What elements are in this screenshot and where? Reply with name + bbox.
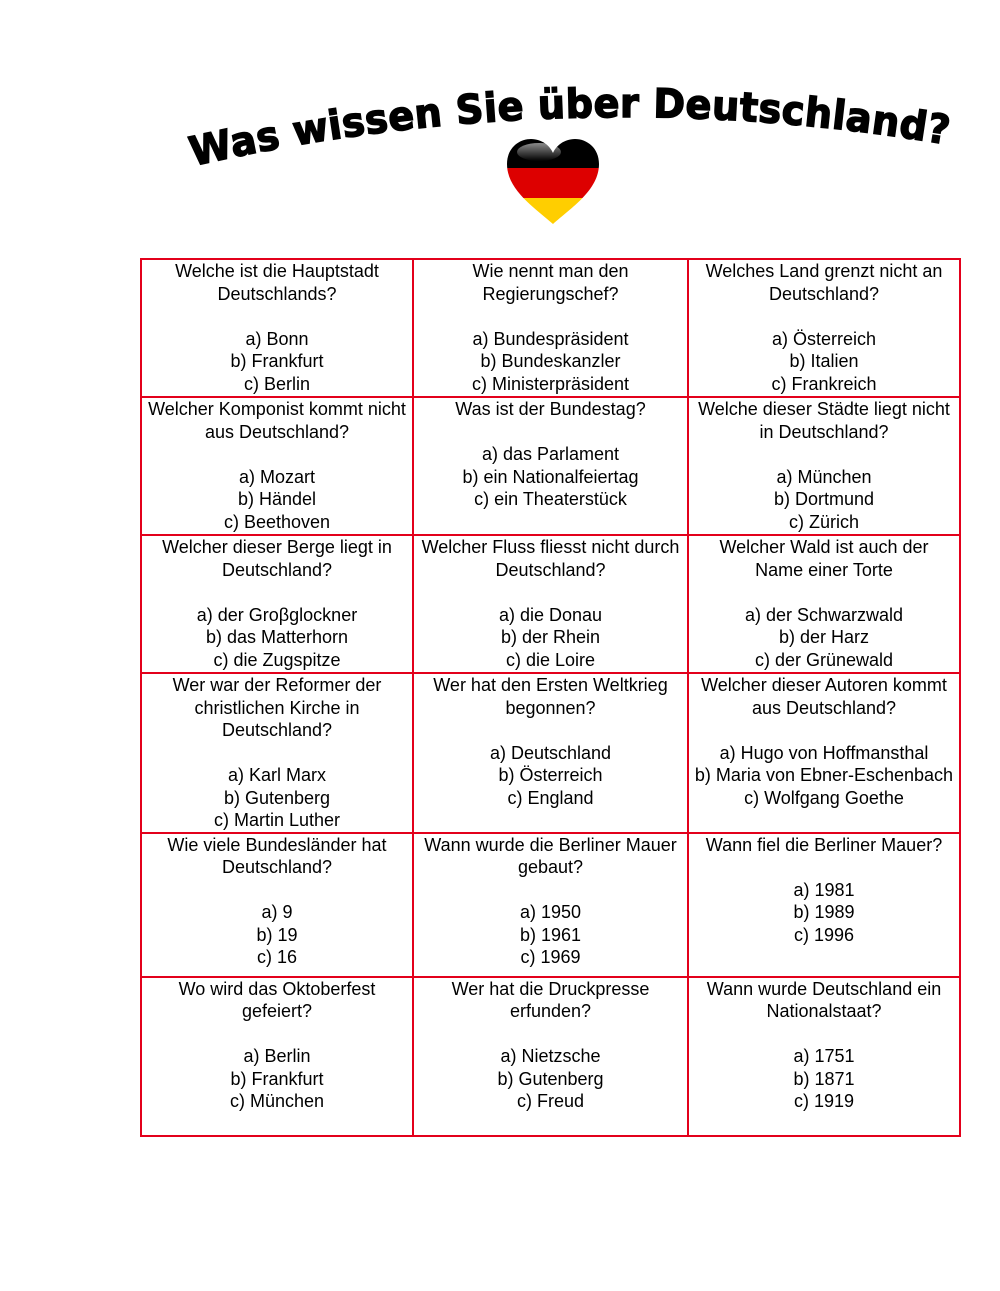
answer-option: b) Gutenberg bbox=[497, 1068, 604, 1089]
answer-option: a) 9 bbox=[261, 902, 293, 922]
answer-option: c) die Zugspitze bbox=[213, 649, 341, 670]
answer-option: b) der Harz bbox=[778, 627, 870, 647]
answer-option: a) das Parlament bbox=[481, 444, 620, 464]
title-text: Was wissen Sie über Deutschland? bbox=[185, 80, 955, 176]
answer-option: c) die Loire bbox=[505, 649, 596, 670]
question-text: Welcher dieser Berge liegt in Deutschland? bbox=[162, 537, 392, 580]
answer-options bbox=[693, 742, 955, 810]
question-text: Wo wird das Oktoberfest gefeiert? bbox=[178, 978, 376, 1021]
answer-options bbox=[693, 1045, 955, 1113]
quiz-row bbox=[141, 977, 960, 1136]
answer-option: a) die Donau bbox=[498, 604, 603, 625]
answer-option: a) Österreich bbox=[771, 328, 877, 349]
quiz-cell bbox=[688, 977, 960, 1136]
answer-option: c) 1996 bbox=[793, 924, 855, 945]
question-text: Welcher Fluss fliesst nicht durch Deutschland? bbox=[421, 537, 680, 580]
answer-options bbox=[693, 604, 955, 672]
answer-options bbox=[146, 1045, 408, 1113]
question-text: Wann wurde Deutschland ein Nationalstaat? bbox=[706, 978, 942, 1021]
answer-option: a) 1981 bbox=[793, 879, 855, 900]
answer-option: b) 1871 bbox=[793, 1068, 855, 1089]
question-text: Wann fiel die Berliner Mauer? bbox=[705, 834, 943, 855]
answer-option: c) München bbox=[229, 1091, 325, 1111]
answer-option: a) der Groβglockner bbox=[196, 604, 358, 625]
quiz-row bbox=[141, 259, 960, 397]
answer-option: b) 1961 bbox=[519, 924, 582, 945]
answer-option: a) Bundespräsident bbox=[472, 328, 629, 349]
answer-options bbox=[418, 328, 683, 396]
quiz-grid bbox=[140, 258, 961, 1137]
quiz-cell bbox=[141, 397, 413, 535]
quiz-cell bbox=[141, 259, 413, 397]
question-text: Wer hat die Druckpresse erfunden? bbox=[451, 978, 650, 1021]
answer-option: b) 1989 bbox=[793, 902, 855, 922]
question-text: Was ist der Bundestag? bbox=[455, 399, 646, 419]
answer-option: b) Frankfurt bbox=[230, 1068, 324, 1089]
answer-options bbox=[146, 466, 408, 534]
answer-option: a) der Schwarzwald bbox=[744, 604, 904, 625]
quiz-cell bbox=[688, 259, 960, 397]
answer-option: a) 1950 bbox=[519, 902, 582, 922]
quiz-cell bbox=[688, 397, 960, 535]
answer-options bbox=[693, 466, 955, 534]
question-text: Welcher dieser Autoren kommt aus Deutschland? bbox=[701, 675, 947, 718]
answer-option: a) Mozart bbox=[238, 466, 316, 487]
answer-option: a) Berlin bbox=[243, 1046, 311, 1066]
answer-option: c) der Grünewald bbox=[754, 649, 894, 670]
answer-option: c) Wolfgang Goethe bbox=[744, 787, 904, 808]
answer-option: b) 19 bbox=[256, 924, 298, 945]
answer-options bbox=[418, 443, 683, 511]
quiz-cell bbox=[141, 535, 413, 673]
answer-option: a) München bbox=[776, 466, 872, 487]
answer-options bbox=[418, 1045, 683, 1113]
quiz-row bbox=[141, 673, 960, 833]
quiz-cell bbox=[688, 673, 960, 833]
question-text: Wie nennt man den Regierungschef? bbox=[472, 261, 629, 304]
question-text: Wer war der Reformer der christlichen Kirche in Deutschland? bbox=[172, 675, 382, 740]
quiz-cell bbox=[141, 673, 413, 833]
question-text: Welche ist die Hauptstadt Deutschlands? bbox=[175, 261, 379, 304]
answer-option: c) Freud bbox=[516, 1091, 585, 1111]
answer-option: b) Österreich bbox=[498, 765, 603, 785]
answer-options bbox=[146, 764, 408, 832]
question-text: Welches Land grenzt nicht an Deutschland? bbox=[705, 261, 943, 304]
answer-option: c) 16 bbox=[256, 947, 298, 967]
answer-options bbox=[693, 328, 955, 396]
answer-options bbox=[418, 742, 683, 810]
quiz-row bbox=[141, 397, 960, 535]
flag-stripe-red bbox=[505, 168, 601, 198]
answer-option: c) ein Theaterstück bbox=[474, 489, 627, 509]
answer-option: b) Bundeskanzler bbox=[480, 351, 621, 371]
quiz-cell bbox=[688, 833, 960, 977]
answer-option: b) Dortmund bbox=[773, 489, 875, 509]
answer-option: c) Martin Luther bbox=[213, 810, 341, 830]
question-text: Wer hat den Ersten Weltkrieg begonnen? bbox=[433, 675, 668, 718]
answer-option: b) Italien bbox=[789, 351, 859, 371]
quiz-row bbox=[141, 833, 960, 977]
quiz-cell bbox=[413, 535, 688, 673]
flag-stripe-gold bbox=[505, 198, 601, 226]
quiz-cell bbox=[413, 397, 688, 535]
quiz-cell bbox=[141, 833, 413, 977]
quiz-cell bbox=[688, 535, 960, 673]
answer-option: c) England bbox=[507, 787, 594, 808]
quiz-cell bbox=[141, 977, 413, 1136]
answer-option: a) Deutschland bbox=[489, 742, 612, 763]
quiz-cell bbox=[413, 833, 688, 977]
answer-options bbox=[418, 604, 683, 672]
question-text: Wie viele Bundesländer hat Deutschland? bbox=[167, 834, 387, 877]
answer-option: b) der Rhein bbox=[500, 627, 601, 647]
answer-option: b) Maria von Ebner-Eschenbach bbox=[694, 765, 954, 785]
quiz-cell bbox=[413, 977, 688, 1136]
quiz-cell bbox=[413, 673, 688, 833]
answer-option: c) Ministerpräsident bbox=[471, 373, 630, 394]
question-text: Wann wurde die Berliner Mauer gebaut? bbox=[424, 834, 677, 877]
quiz-row bbox=[141, 535, 960, 673]
quiz-cell bbox=[413, 259, 688, 397]
answer-option: b) ein Nationalfeiertag bbox=[462, 466, 639, 487]
question-text: Welcher Komponist kommt nicht aus Deutschland? bbox=[148, 399, 406, 442]
answer-option: c) 1919 bbox=[793, 1091, 855, 1111]
answer-option: a) Hugo von Hoffmansthal bbox=[719, 742, 929, 763]
answer-options bbox=[418, 901, 683, 969]
question-text: Welche dieser Städte liegt nicht in Deutschland? bbox=[698, 399, 950, 442]
answer-option: a) 1751 bbox=[793, 1046, 855, 1066]
answer-option: c) Berlin bbox=[243, 373, 310, 394]
answer-option: c) Beethoven bbox=[223, 511, 331, 532]
answer-option: c) Frankreich bbox=[771, 373, 877, 394]
answer-options bbox=[146, 328, 408, 396]
answer-options bbox=[146, 604, 408, 672]
german-flag-heart-icon bbox=[505, 138, 601, 226]
answer-option: c) Zürich bbox=[788, 511, 859, 532]
answer-option: c) 1969 bbox=[520, 947, 581, 967]
answer-options bbox=[146, 901, 408, 969]
answer-option: a) Karl Marx bbox=[227, 765, 326, 785]
answer-option: b) das Matterhorn bbox=[205, 627, 349, 647]
answer-option: b) Gutenberg bbox=[223, 787, 331, 808]
answer-option: a) Bonn bbox=[245, 328, 309, 349]
answer-option: b) Händel bbox=[237, 489, 317, 509]
answer-options bbox=[693, 879, 955, 947]
answer-option: a) Nietzsche bbox=[500, 1046, 601, 1066]
answer-option: b) Frankfurt bbox=[230, 351, 324, 371]
question-text: Welcher Wald ist auch der Name einer Torte bbox=[719, 537, 929, 580]
